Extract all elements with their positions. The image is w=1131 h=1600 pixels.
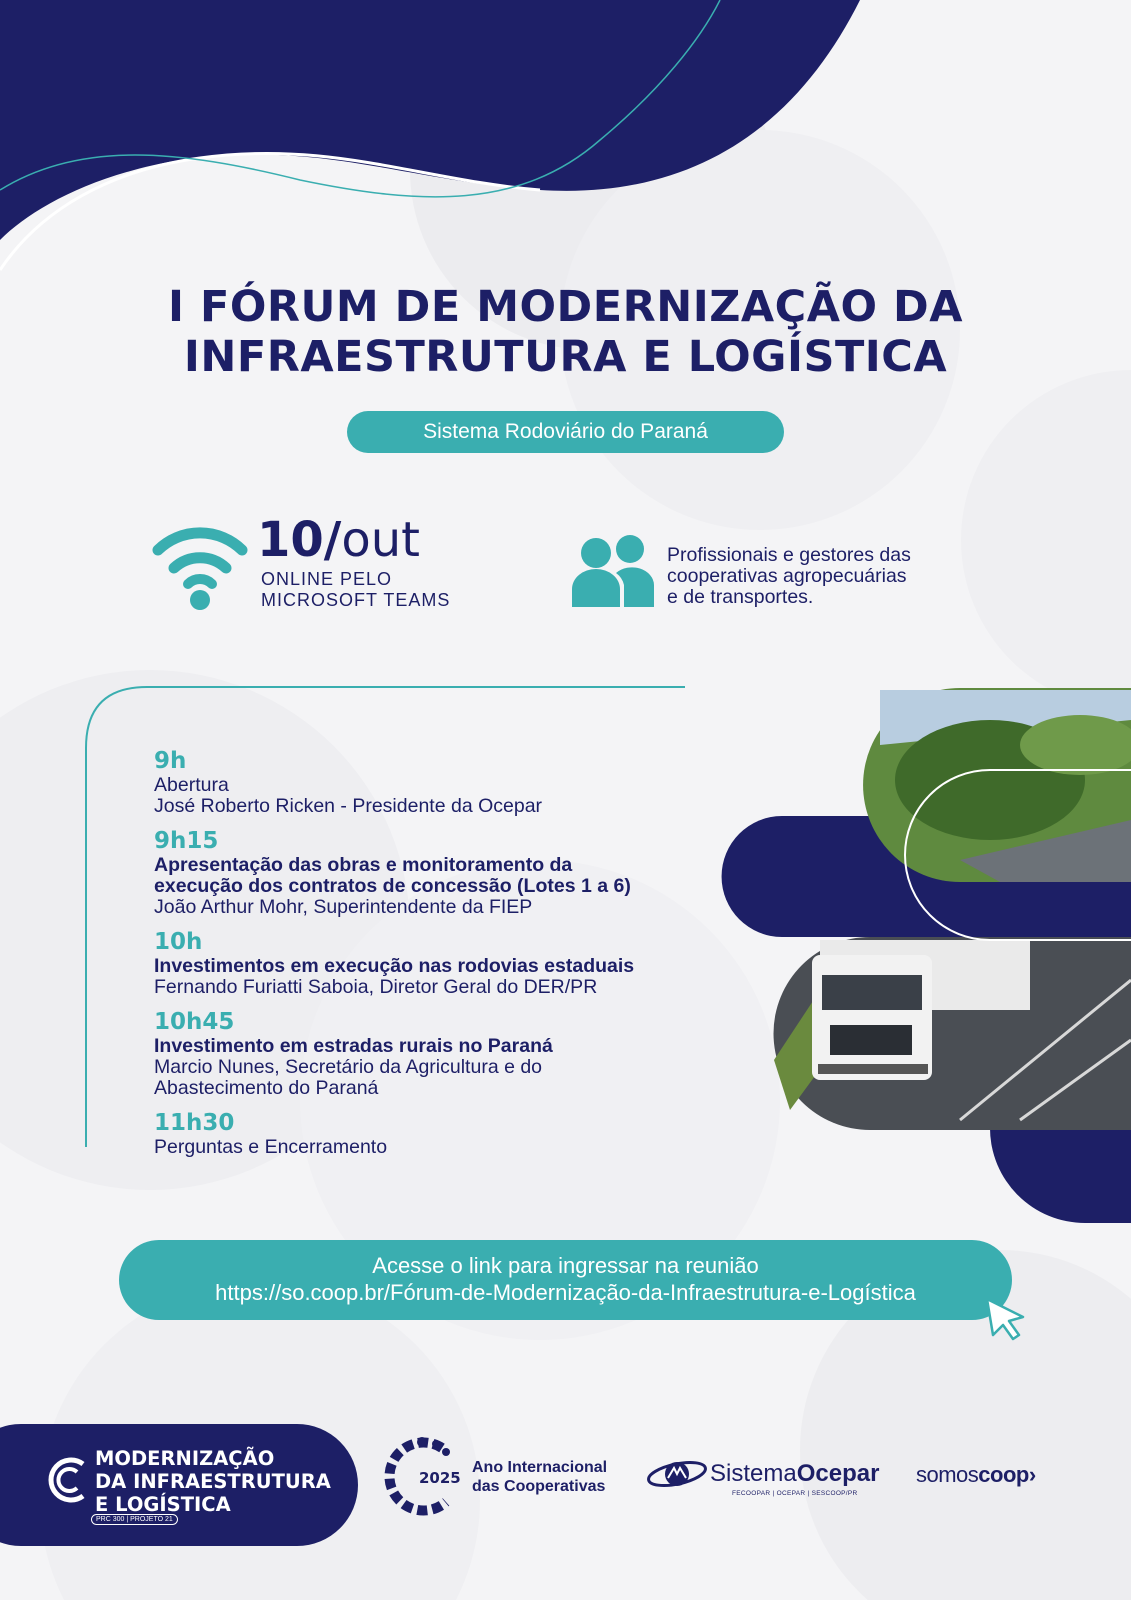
ocepar-subtitle: FECOOPAR | OCEPAR | SESCOOP/PR [732,1490,858,1497]
ocepar-bold: Ocepar [796,1460,880,1487]
date-day: 10/ [257,512,342,568]
somoscoop-logo [916,1462,1036,1488]
sistema-ocepar-logo [710,1460,879,1488]
logo-badge: PRC 300 | PROJETO 21 [91,1514,178,1525]
somos-dot-icon: › [1028,1462,1036,1487]
agenda-line: Perguntas e Encerramento [154,1136,388,1158]
people-icon [572,533,654,607]
agenda-line: Fernando Furiatti Saboia, Diretor Geral do DER/PR [154,976,598,998]
modernizacao-logo-text [95,1447,331,1516]
audience-line-2: cooperativas agropecuárias [667,565,907,587]
ocepar-regular: Sistema [710,1460,797,1487]
mode-line-2: MICROSOFT TEAMS [261,590,451,610]
mode-line-1: ONLINE PELO [261,569,393,589]
logo-line-1: MODERNIZAÇÃO [95,1447,275,1470]
agenda-item [154,747,714,817]
audience-text [667,545,911,608]
agenda-item [154,827,714,918]
page-title [0,282,1131,382]
logo-line-3: E LOGÍSTICA [95,1493,231,1516]
modernizacao-logo-icon [47,1456,91,1504]
meeting-link-label: Acesse o link para ingressar na reunião [372,1253,759,1278]
agenda-time: 10h [154,929,203,955]
cursor-icon [983,1295,1031,1341]
agenda-line: João Arthur Mohr, Superintendente da FIEP [154,896,533,918]
agenda-line-bold: execução dos contratos de concessão (Lotes 1 a 6) [154,875,631,897]
audience-line-3: e de transportes. [667,586,814,608]
title-line-2: INFRAESTRUTURA E LOGÍSTICA [183,332,948,382]
agenda-time: 9h15 [154,828,219,854]
audience-line-1: Profissionais e gestores das [667,544,911,566]
agenda-line-bold: Investimentos em execução nas rodovias estaduais [154,955,635,977]
agenda-item [154,928,714,998]
agenda-time: 10h45 [154,1009,235,1035]
logo-line-2: DA INFRAESTRUTURA [95,1470,331,1493]
somos-bold: coop [978,1462,1029,1487]
agenda-item [154,1008,714,1099]
agenda-line-bold: Investimento em estradas rurais no Paraná [154,1035,553,1057]
meeting-link-url[interactable]: https://so.coop.br/Fórum-de-Modernização-da-Infraestrutura-e-Logística [215,1280,916,1305]
agenda-item [154,1109,714,1158]
ano-internacional-text [472,1458,607,1496]
agenda-line: Abastecimento do Paraná [154,1077,379,1099]
ano-line-2: das Cooperativas [472,1478,606,1495]
agenda-line: José Roberto Ricken - Presidente da Ocepar [154,795,543,817]
agenda-line-bold: Apresentação das obras e monitoramento da [154,854,573,876]
date-month: out [341,512,420,568]
agenda-time: 9h [154,748,187,774]
meeting-link-button[interactable] [119,1240,1012,1320]
event-date [257,512,420,568]
agenda-time: 11h30 [154,1110,235,1136]
somos-regular: somos [916,1462,979,1487]
wifi-icon [152,522,248,612]
agenda [154,747,714,1168]
event-mode [261,569,450,611]
ocepar-logo-icon [646,1456,708,1492]
year-2025: 2025 [419,1469,461,1487]
ano-line-1: Ano Internacional [472,1459,608,1476]
agenda-line: Abertura [154,774,229,796]
title-line-1: I FÓRUM DE MODERNIZAÇÃO DA [167,282,964,332]
agenda-line: Marcio Nunes, Secretário da Agricultura e do [154,1056,543,1078]
subtitle-badge: Sistema Rodoviário do Paraná [347,411,784,453]
